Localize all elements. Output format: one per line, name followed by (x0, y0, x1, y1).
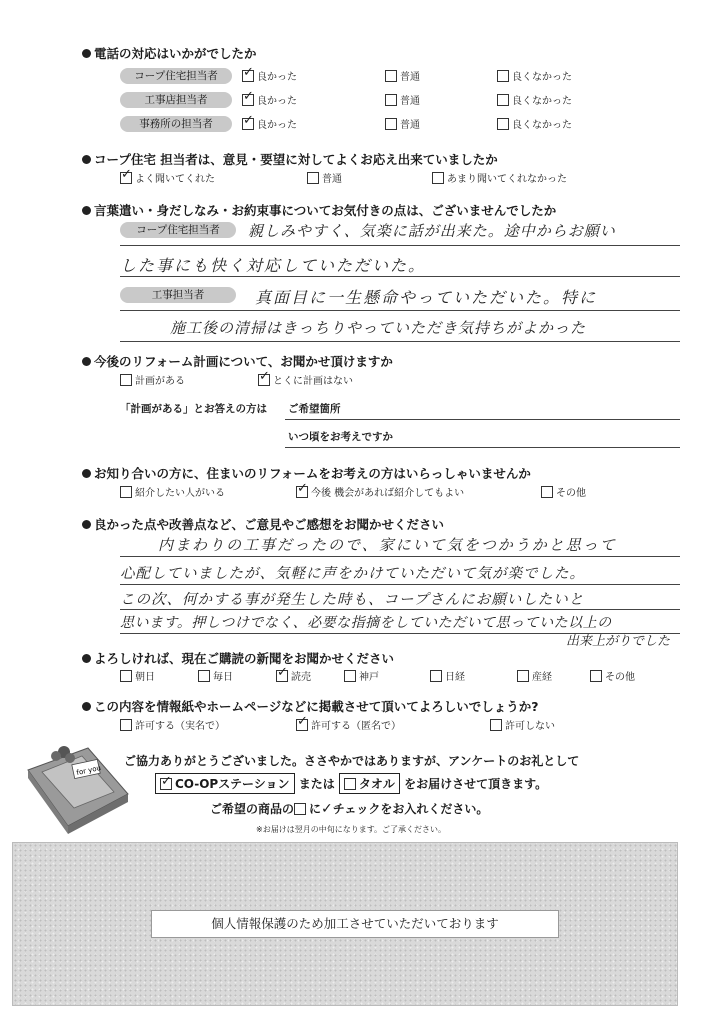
checkbox-icon (294, 803, 306, 815)
thanks-note: ※お届けは翌月の中旬になります。ご了承ください。 (256, 825, 447, 834)
q2-opt-normal[interactable]: 普通 (307, 172, 342, 186)
q3-title: 言葉遣い・身だしなみ・お約束事についてお気付きの点は、ございませんでしたか (82, 201, 556, 219)
thanks-line1: ご協力ありがとうございました。ささやかではありますが、アンケートのお礼として (124, 754, 580, 768)
q2-opt-not-listened[interactable]: あまり聞いてくれなかった (432, 172, 567, 186)
checkbox-checked-icon[interactable] (276, 670, 288, 682)
checkbox-icon[interactable] (120, 670, 132, 682)
q7-opt-kobe[interactable]: 神戸 (344, 670, 379, 684)
q3-line1 (120, 245, 680, 246)
checkbox-checked-icon[interactable] (160, 778, 172, 790)
bullet-icon (82, 702, 91, 711)
bullet-icon (82, 520, 91, 529)
q5-opt-other[interactable]: その他 (541, 486, 586, 500)
q5-opt-maybe[interactable]: ✓ 今後 機会があれば紹介してもよい (296, 486, 464, 500)
q4-field-place-label: ご希望箇所 (288, 403, 341, 415)
thanks-line3: ご希望の商品の に✓チェックをお入れください。 (210, 801, 489, 817)
q1-role-coop: コープ住宅担当者 (120, 68, 232, 84)
q7-opt-other[interactable]: その他 (590, 670, 635, 684)
q6-comment-line5: 出来上がりでした (566, 634, 671, 649)
checkbox-icon[interactable] (497, 94, 509, 106)
q6-line1 (120, 556, 680, 557)
q3-comment-line2: した事にも快く対応していただいた。 (120, 256, 427, 275)
q6-comment-line4: 思います。押しつけでなく、必要な指摘をしていただいて思っていた以上の (120, 615, 612, 631)
checkbox-icon[interactable] (590, 670, 602, 682)
checkbox-icon[interactable] (541, 486, 553, 498)
q1-office-bad[interactable]: 良くなかった (497, 118, 572, 132)
q4-sub-label: 「計画がある」とお答えの方は (120, 403, 267, 415)
checkbox-checked-icon[interactable] (242, 118, 254, 130)
checkbox-icon[interactable] (344, 670, 356, 682)
privacy-notice: 個人情報保護のため加工させていただいております (151, 910, 559, 938)
q5-opt-introduce[interactable]: 紹介したい人がいる (120, 486, 225, 500)
checkbox-icon[interactable] (490, 719, 502, 731)
coop-station-option[interactable]: ✓CO-OPステーション (155, 773, 295, 794)
checkbox-checked-icon[interactable] (242, 70, 254, 82)
q1-office-normal[interactable]: 普通 (385, 118, 420, 132)
q7-opt-asahi[interactable]: 朝日 (120, 670, 155, 684)
q6-line2 (120, 584, 680, 585)
q4-field-place-line[interactable] (285, 419, 680, 420)
checkbox-icon[interactable] (497, 70, 509, 82)
q1-title: 電話の対応はいかがでしたか (82, 44, 257, 62)
q1-contractor-good[interactable]: ✓ 良かった (242, 94, 297, 108)
q1-office-good[interactable]: ✓ 良かった (242, 118, 297, 132)
checkbox-icon[interactable] (344, 778, 356, 790)
bullet-icon (82, 155, 91, 164)
q1-contractor-bad[interactable]: 良くなかった (497, 94, 572, 108)
checkbox-icon[interactable] (497, 118, 509, 130)
q3-comment-line3: 真面目に一生懸命やっていただいた。特に (255, 288, 598, 307)
q1-role-contractor: 工事店担当者 (120, 92, 232, 108)
q4-field-when-line[interactable] (285, 447, 680, 448)
q3-line4 (120, 341, 680, 342)
q2-opt-listened[interactable]: ✓よく聞いてくれた (120, 172, 215, 186)
q6-title: 良かった点や改善点など、ご意見やご感想をお聞かせください (82, 515, 444, 533)
q6-comment-line2: 心配していましたが、気軽に声をかけていただいて気が楽でした。 (120, 566, 585, 582)
q1-coop-bad[interactable]: 良くなかった (497, 70, 572, 84)
checkbox-icon[interactable] (307, 172, 319, 184)
q7-title: よろしければ、現在ご購読の新聞をお聞かせください (82, 649, 394, 667)
q3-line3 (120, 310, 680, 311)
checkbox-icon[interactable] (120, 486, 132, 498)
checkbox-icon[interactable] (198, 670, 210, 682)
checkbox-icon[interactable] (517, 670, 529, 682)
bullet-icon (82, 49, 91, 58)
checkbox-icon[interactable] (432, 172, 444, 184)
check-mark-icon: ✓ (321, 801, 333, 817)
q3-comment-line1: 親しみやすく、気楽に話が出来た。途中からお願い (248, 222, 616, 240)
q7-opt-mainichi[interactable]: 毎日 (198, 670, 233, 684)
q3-role-coop: コープ住宅担当者 (120, 222, 236, 238)
q3-role-contractor: 工事担当者 (120, 287, 236, 303)
bullet-icon (82, 206, 91, 215)
q1-coop-good[interactable]: ✓ 良かった (242, 70, 297, 84)
q8-opt-no[interactable]: 許可しない (490, 719, 555, 733)
checkbox-checked-icon[interactable] (296, 719, 308, 731)
checkbox-icon[interactable] (120, 374, 132, 386)
checkbox-icon[interactable] (120, 719, 132, 731)
checkbox-icon[interactable] (385, 94, 397, 106)
q8-title: この内容を情報紙やホームページなどに掲載させて頂いてよろしいでしょうか? (82, 697, 539, 715)
bullet-icon (82, 357, 91, 366)
checkbox-checked-icon[interactable] (258, 374, 270, 386)
q6-comment-line1: 内まわりの工事だったので、家にいて気をつかうかと思って (158, 536, 617, 554)
q7-opt-nikkei[interactable]: 日経 (430, 670, 465, 684)
q4-opt-no-plan[interactable]: ✓ とくに計画はない (258, 374, 353, 388)
q4-title: 今後のリフォーム計画について、お聞かせ頂けますか (82, 352, 393, 370)
gift-book-icon (24, 742, 132, 834)
bullet-icon (82, 469, 91, 478)
q4-field-when-label: いつ頃をお考えですか (288, 431, 393, 443)
towel-option[interactable]: タオル (339, 773, 400, 794)
q3-comment-line4: 施工後の清掃はきっちりやっていただき気持ちがよかった (170, 319, 587, 337)
checkbox-checked-icon[interactable] (242, 94, 254, 106)
q2-title: コープ住宅 担当者は、意見・要望に対してよくお応え出来ていましたか (82, 150, 498, 168)
q1-coop-normal[interactable]: 普通 (385, 70, 420, 84)
q5-title: お知り合いの方に、住まいのリフォームをお考えの方はいらっしゃいませんか (82, 464, 531, 482)
thanks-line2: ✓CO-OPステーション または タオル をお届けさせて頂きます。 (155, 773, 547, 794)
q6-line3 (120, 609, 680, 610)
q3-line2 (120, 276, 680, 277)
q8-opt-real-name[interactable]: 許可する（実名で） (120, 719, 225, 733)
checkbox-checked-icon[interactable] (296, 486, 308, 498)
q1-contractor-normal[interactable]: 普通 (385, 94, 420, 108)
checkbox-checked-icon[interactable] (120, 172, 132, 184)
q7-opt-sankei[interactable]: 産経 (517, 670, 552, 684)
q8-opt-anonymous[interactable]: ✓ 許可する（匿名で） (296, 719, 401, 733)
q7-opt-yomiuri[interactable]: ✓ 読売 (276, 670, 311, 684)
checkbox-icon[interactable] (385, 70, 397, 82)
bullet-icon (82, 654, 91, 663)
q1-role-office: 事務所の担当者 (120, 116, 232, 132)
checkbox-icon[interactable] (385, 118, 397, 130)
q4-opt-plan[interactable]: 計画がある (120, 374, 185, 388)
checkbox-icon[interactable] (430, 670, 442, 682)
q6-comment-line3: この次、何かする事が発生した時も、コープさんにお願いしたいと (120, 592, 585, 608)
gift-tag-text: for you (75, 763, 102, 777)
